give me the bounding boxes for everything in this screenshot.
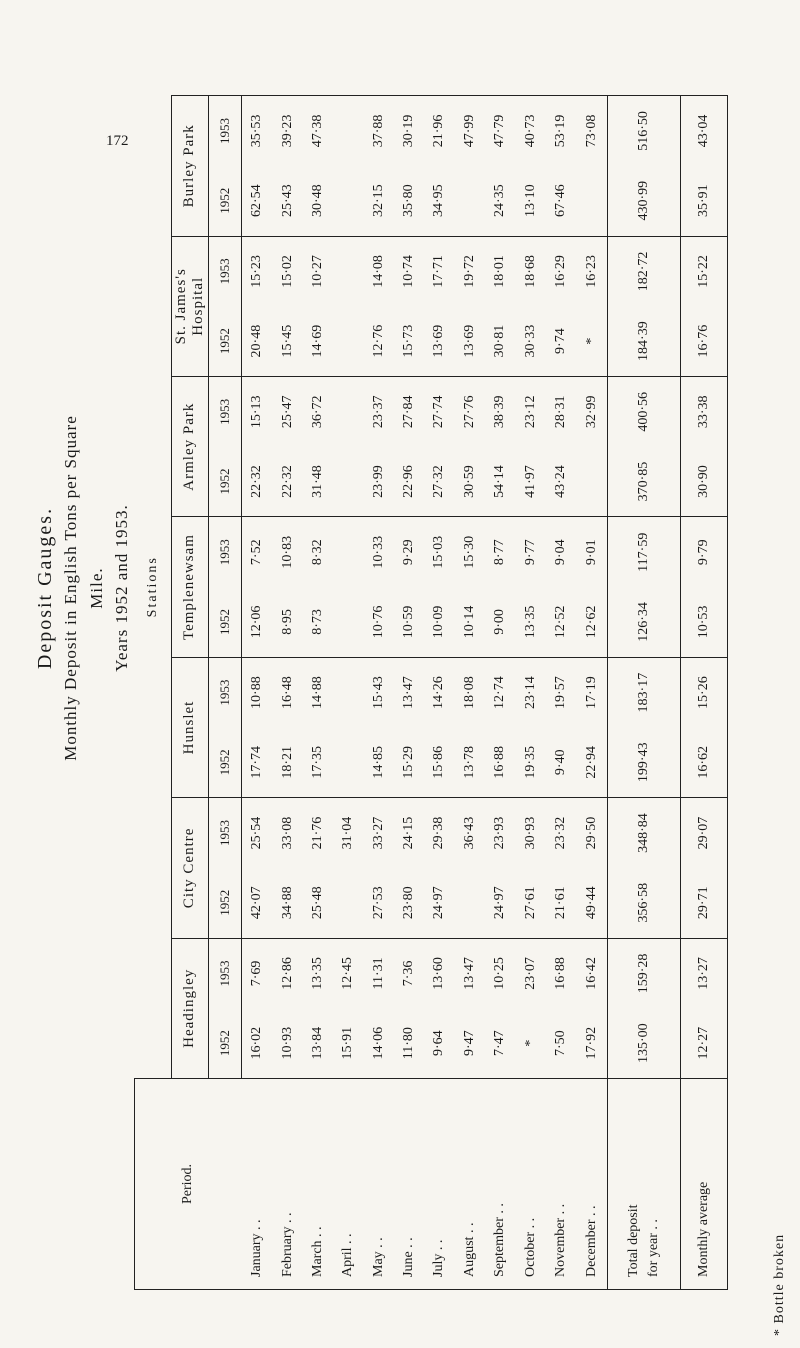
data-cell: 35·80 xyxy=(401,184,417,218)
data-cell: 62·54 xyxy=(248,184,264,218)
data-cell: 14·85 xyxy=(370,746,386,779)
data-cell: 30·33 xyxy=(522,324,538,358)
data-cell: 40·73 xyxy=(515,96,545,166)
data-cell: 13·84 xyxy=(309,1026,325,1060)
data-cell: 31·48 xyxy=(309,465,325,498)
table-row xyxy=(241,96,272,1290)
data-cell xyxy=(333,868,363,938)
data-cell: 47·38 xyxy=(303,96,333,166)
total-cell: 117·59 xyxy=(608,517,681,587)
total-cell: 356·58 xyxy=(608,868,681,938)
data-cell: 22·32 xyxy=(279,465,295,498)
data-cell: 12·86 xyxy=(272,938,302,1008)
data-cell: 33·27 xyxy=(363,798,393,868)
total-label-line-2: for year . . xyxy=(646,1219,661,1277)
data-cell: 7·52 xyxy=(241,517,272,587)
data-cell: 16·02 xyxy=(248,1026,264,1060)
total-cell: 370·85 xyxy=(608,447,681,517)
data-cell: 18·08 xyxy=(455,657,485,727)
data-cell: 14·26 xyxy=(424,657,454,727)
data-cell: 53·19 xyxy=(546,96,576,166)
data-cell: 21·76 xyxy=(303,798,333,868)
data-cell: 8·95 xyxy=(279,609,295,635)
data-cell: 13·35 xyxy=(303,938,333,1008)
average-row xyxy=(681,96,728,1290)
title-line-2: Monthly Deposit in English Tons per Square Mile. xyxy=(61,415,106,761)
data-cell xyxy=(333,517,363,587)
data-cell: 9·47 xyxy=(461,1030,477,1056)
year-header: 1953 xyxy=(208,798,241,868)
data-cell: 42·07 xyxy=(248,886,264,920)
data-cell: 7·47 xyxy=(492,1030,508,1056)
period-label: December . . xyxy=(576,1079,607,1290)
data-cell: 36·43 xyxy=(455,798,485,868)
total-cell: 400·56 xyxy=(608,376,681,446)
data-cell: 20·48 xyxy=(248,324,264,358)
average-cell: 29·71 xyxy=(681,868,728,938)
average-cell: 16·62 xyxy=(681,727,728,797)
data-cell: 9·77 xyxy=(515,517,545,587)
data-cell: 19·72 xyxy=(455,236,485,306)
data-cell: 25·43 xyxy=(279,184,295,218)
data-cell: 39·23 xyxy=(272,96,302,166)
year-header: 1952 xyxy=(208,166,241,236)
data-cell: 16·88 xyxy=(492,746,508,779)
data-cell: 10·14 xyxy=(461,605,477,639)
table-row xyxy=(303,96,333,1290)
average-cell: 16·76 xyxy=(681,306,728,376)
data-cell: 8·77 xyxy=(485,517,515,587)
data-cell: 10·93 xyxy=(279,1026,295,1060)
period-label: April . . xyxy=(333,1079,363,1290)
year-header: 1952 xyxy=(208,1008,241,1078)
data-cell xyxy=(333,727,363,797)
data-cell: 12·45 xyxy=(333,938,363,1008)
table-row xyxy=(363,96,393,1290)
period-label: January . . xyxy=(241,1079,272,1290)
data-cell: 19·57 xyxy=(546,657,576,727)
data-cell: 23·80 xyxy=(401,886,417,920)
data-cell: 27·74 xyxy=(424,376,454,446)
table-row xyxy=(485,96,515,1290)
stations-header: Stations xyxy=(135,96,172,1079)
data-cell: 16·42 xyxy=(576,938,607,1008)
data-cell: 10·88 xyxy=(241,657,272,727)
station-header: Headingley xyxy=(171,938,208,1078)
table-row xyxy=(394,96,424,1290)
data-cell: 10·27 xyxy=(303,236,333,306)
average-cell: 9·79 xyxy=(681,517,728,587)
data-cell: 36·72 xyxy=(303,376,333,446)
period-label: March . . xyxy=(303,1079,333,1290)
average-cell: 30·90 xyxy=(681,447,728,517)
data-cell xyxy=(333,96,363,166)
table-row xyxy=(576,96,607,1290)
period-label: September . . xyxy=(485,1079,515,1290)
data-cell: 27·53 xyxy=(370,886,386,920)
data-cell: 15·23 xyxy=(241,236,272,306)
year-header: 1953 xyxy=(208,96,241,166)
station-header: St. James's Hospital xyxy=(171,236,208,376)
data-cell: 67·46 xyxy=(552,184,568,218)
data-cell: 13·69 xyxy=(431,324,447,358)
data-cell: 13·35 xyxy=(522,605,538,639)
data-cell: 10·74 xyxy=(394,236,424,306)
table-row xyxy=(272,96,302,1290)
data-cell xyxy=(333,447,363,517)
data-cell: 9·01 xyxy=(576,517,607,587)
year-header: 1953 xyxy=(208,376,241,446)
data-cell: 11·80 xyxy=(401,1027,417,1060)
data-cell: 10·83 xyxy=(272,517,302,587)
data-cell xyxy=(576,166,607,236)
data-cell: 15·29 xyxy=(401,746,417,779)
station-header: City Centre xyxy=(171,798,208,938)
total-row xyxy=(608,96,681,1290)
total-cell: 430·99 xyxy=(608,166,681,236)
data-cell: 73·08 xyxy=(576,96,607,166)
data-cell: 7·69 xyxy=(241,938,272,1008)
data-cell: 8·32 xyxy=(303,517,333,587)
period-header: Period. xyxy=(135,1079,242,1290)
data-cell: 9·74 xyxy=(552,328,568,354)
data-cell: 10·59 xyxy=(401,605,417,639)
data-cell: 31·04 xyxy=(333,798,363,868)
data-cell: 9·04 xyxy=(546,517,576,587)
year-header: 1953 xyxy=(208,517,241,587)
data-cell: 10·33 xyxy=(363,517,393,587)
data-cell: 47·99 xyxy=(455,96,485,166)
data-cell: 10·25 xyxy=(485,938,515,1008)
data-cell: 25·47 xyxy=(272,376,302,446)
data-cell: 47·79 xyxy=(485,96,515,166)
deposit-table xyxy=(134,95,728,1290)
data-cell: 27·76 xyxy=(455,376,485,446)
period-label: June . . xyxy=(394,1079,424,1290)
data-cell: 7·36 xyxy=(394,938,424,1008)
total-cell: 183·17 xyxy=(608,657,681,727)
data-cell xyxy=(333,236,363,306)
data-cell: 9·40 xyxy=(552,749,568,776)
data-cell: 16·29 xyxy=(546,236,576,306)
data-cell: 33·08 xyxy=(272,798,302,868)
total-cell: 348·84 xyxy=(608,798,681,868)
data-cell: 38·39 xyxy=(485,376,515,446)
data-cell xyxy=(333,376,363,446)
data-cell: 8·73 xyxy=(309,609,325,635)
data-cell: 15·86 xyxy=(431,746,447,779)
data-cell: 12·06 xyxy=(248,605,264,639)
data-cell: 25·54 xyxy=(241,798,272,868)
data-cell: 16·88 xyxy=(546,938,576,1008)
data-cell: 15·91 xyxy=(340,1026,356,1060)
data-cell: 22·96 xyxy=(401,465,417,498)
total-cell: 516·50 xyxy=(608,96,681,166)
title-line-3: Years 1952 and 1953. xyxy=(112,504,131,672)
data-cell: 15·43 xyxy=(363,657,393,727)
average-cell: 10·53 xyxy=(681,587,728,657)
data-cell: 12·76 xyxy=(370,324,386,358)
data-cell: 30·48 xyxy=(309,184,325,218)
station-header: Burley Park xyxy=(171,96,208,237)
data-cell: 14·06 xyxy=(370,1026,386,1060)
data-cell: 29·38 xyxy=(424,798,454,868)
data-cell: 14·08 xyxy=(363,236,393,306)
data-cell: 23·93 xyxy=(485,798,515,868)
data-cell: 29·50 xyxy=(576,798,607,868)
data-cell: 41·97 xyxy=(522,465,538,498)
footnote: * Bottle broken xyxy=(772,1233,787,1336)
data-cell: 34·95 xyxy=(431,184,447,218)
total-cell: 126·34 xyxy=(608,587,681,657)
data-cell: 23·07 xyxy=(515,938,545,1008)
data-cell: 13·69 xyxy=(461,324,477,358)
total-cell: 159·28 xyxy=(608,938,681,1008)
data-cell: 24·35 xyxy=(492,184,508,218)
data-cell: 54·14 xyxy=(492,465,508,498)
station-header: Templenewsam xyxy=(171,517,208,657)
total-label xyxy=(608,1079,681,1290)
data-cell: 22·94 xyxy=(583,746,599,779)
table-row xyxy=(546,96,576,1290)
period-label: October . . xyxy=(515,1079,545,1290)
data-cell: 9·00 xyxy=(492,609,508,635)
data-cell: 23·14 xyxy=(515,657,545,727)
data-cell: 13·78 xyxy=(461,746,477,779)
total-cell: 182·72 xyxy=(608,236,681,306)
data-cell: 12·52 xyxy=(552,605,568,639)
data-cell: 13·60 xyxy=(424,938,454,1008)
data-cell: 9·64 xyxy=(431,1030,447,1056)
data-cell: 17·92 xyxy=(583,1026,599,1060)
table-row xyxy=(424,96,454,1290)
data-cell: 15·13 xyxy=(241,376,272,446)
data-cell: 43·24 xyxy=(552,465,568,498)
data-cell: 14·69 xyxy=(309,324,325,358)
data-cell: 12·74 xyxy=(485,657,515,727)
data-cell: 17·35 xyxy=(309,746,325,779)
year-header: 1952 xyxy=(208,727,241,797)
data-cell: 10·09 xyxy=(431,605,447,639)
data-cell: 24·15 xyxy=(394,798,424,868)
data-cell: 11·31 xyxy=(363,938,393,1008)
total-label-line-1: Total deposit xyxy=(626,1204,641,1277)
total-cell: 199·43 xyxy=(608,727,681,797)
data-cell: 21·61 xyxy=(552,886,568,920)
title-block xyxy=(32,408,134,768)
data-cell: 32·15 xyxy=(370,184,386,218)
table-body xyxy=(241,96,728,1290)
data-cell: 23·99 xyxy=(370,465,386,498)
average-cell: 13·27 xyxy=(681,938,728,1008)
period-label: May . . xyxy=(363,1079,393,1290)
data-cell: 18·21 xyxy=(279,746,295,779)
period-label: August . . xyxy=(455,1079,485,1290)
data-cell: 13·47 xyxy=(394,657,424,727)
data-cell: 23·12 xyxy=(515,376,545,446)
average-cell: 15·22 xyxy=(681,236,728,306)
data-cell: 17·19 xyxy=(576,657,607,727)
data-cell: 30·93 xyxy=(515,798,545,868)
data-cell: 18·01 xyxy=(485,236,515,306)
data-cell: 27·61 xyxy=(522,886,538,920)
average-cell: 43·04 xyxy=(681,96,728,166)
data-cell: 27·84 xyxy=(394,376,424,446)
year-header: 1952 xyxy=(208,306,241,376)
data-cell: 24·97 xyxy=(431,886,447,920)
data-cell: * xyxy=(583,337,599,345)
data-cell: 25·48 xyxy=(309,886,325,920)
data-cell: 18·68 xyxy=(515,236,545,306)
data-cell: 21·96 xyxy=(424,96,454,166)
data-cell: 15·03 xyxy=(424,517,454,587)
data-cell: 37·88 xyxy=(363,96,393,166)
data-cell: 24·97 xyxy=(492,886,508,920)
data-cell xyxy=(333,306,363,376)
year-header: 1952 xyxy=(208,868,241,938)
page-number: 172 xyxy=(106,133,129,149)
data-cell: 22·32 xyxy=(248,465,264,498)
data-cell xyxy=(333,166,363,236)
year-header: 1953 xyxy=(208,938,241,1008)
average-cell: 35·91 xyxy=(681,166,728,236)
data-cell xyxy=(455,868,485,938)
year-header: 1953 xyxy=(208,657,241,727)
average-cell: 15·26 xyxy=(681,657,728,727)
data-cell: 14·88 xyxy=(303,657,333,727)
year-header: 1952 xyxy=(208,587,241,657)
data-cell: 13·10 xyxy=(522,184,538,218)
data-cell: 30·19 xyxy=(394,96,424,166)
total-cell: 184·39 xyxy=(608,306,681,376)
data-cell: 17·71 xyxy=(424,236,454,306)
station-header: Armley Park xyxy=(171,376,208,516)
data-cell: 30·81 xyxy=(492,324,508,358)
data-cell: 32·99 xyxy=(576,376,607,446)
data-cell: 10·76 xyxy=(370,605,386,639)
data-cell xyxy=(576,447,607,517)
data-cell: * xyxy=(522,1039,538,1047)
data-cell: 23·32 xyxy=(546,798,576,868)
data-cell xyxy=(333,587,363,657)
year-header: 1952 xyxy=(208,447,241,517)
data-cell: 28·31 xyxy=(546,376,576,446)
data-cell: 12·62 xyxy=(583,605,599,639)
data-cell: 15·02 xyxy=(272,236,302,306)
station-header: Hunslet xyxy=(171,657,208,797)
data-cell: 49·44 xyxy=(583,886,599,920)
data-cell: 15·73 xyxy=(401,324,417,358)
title-line-1: Deposit Gauges. xyxy=(34,506,56,670)
table-row xyxy=(455,96,485,1290)
data-cell: 34·88 xyxy=(279,886,295,920)
data-cell: 27·32 xyxy=(431,465,447,498)
total-cell: 135·00 xyxy=(608,1008,681,1078)
average-cell: 29·07 xyxy=(681,798,728,868)
table-row xyxy=(333,96,363,1290)
data-cell xyxy=(455,166,485,236)
data-cell xyxy=(333,657,363,727)
data-cell: 35·53 xyxy=(241,96,272,166)
table-row xyxy=(515,96,545,1290)
period-label: November . . xyxy=(546,1079,576,1290)
average-cell: 12·27 xyxy=(681,1008,728,1078)
data-cell: 13·47 xyxy=(455,938,485,1008)
year-header: 1953 xyxy=(208,236,241,306)
average-cell: 33·38 xyxy=(681,376,728,446)
data-cell: 15·45 xyxy=(279,324,295,358)
period-label: February . . xyxy=(272,1079,302,1290)
data-cell: 30·59 xyxy=(461,465,477,498)
data-cell: 19·35 xyxy=(522,746,538,779)
data-cell: 9·29 xyxy=(394,517,424,587)
data-cell: 16·23 xyxy=(576,236,607,306)
data-cell: 16·48 xyxy=(272,657,302,727)
data-cell: 7·50 xyxy=(552,1030,568,1056)
period-label: July . . xyxy=(424,1079,454,1290)
data-cell: 17·74 xyxy=(248,746,264,779)
data-cell: 15·30 xyxy=(455,517,485,587)
data-cell: 23·37 xyxy=(363,376,393,446)
average-label: Monthly average xyxy=(681,1079,728,1290)
